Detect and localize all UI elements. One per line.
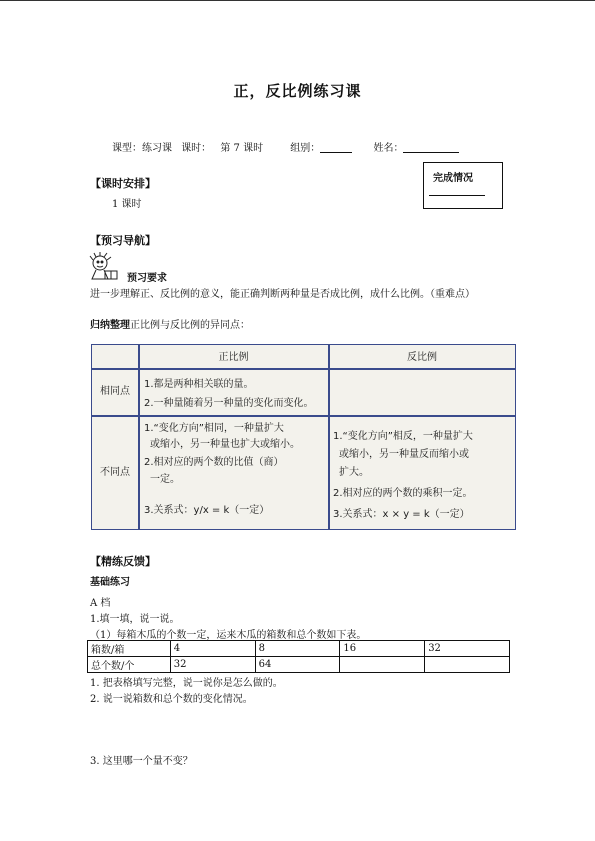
direct-diff-4: 一定。 — [150, 474, 180, 485]
sub-question-3: 3. 这里哪一个量不变？ — [90, 756, 193, 767]
lesson-time-label: 课时： — [181, 143, 212, 154]
schedule-heading: 【课时安排】 — [90, 177, 156, 190]
preview-requirement-label: 预习要求 — [127, 273, 167, 284]
table-cell: 总个数/个 — [88, 657, 171, 673]
direct-diff-2: 或缩小，另一种量也扩大或缩小。 — [150, 439, 300, 450]
schedule-content: 1 课时 — [112, 199, 142, 210]
header-direct: 正比例 — [218, 352, 249, 363]
table-cell: 32 — [425, 641, 510, 657]
group-blank[interactable] — [320, 142, 352, 153]
table-cell-blank[interactable] — [340, 657, 425, 673]
preview-heading: 【预习导航】 — [90, 234, 156, 247]
summary-text: 正比例与反比例的异同点： — [130, 320, 250, 331]
same-point-1: 1.都是两种相关联的量。 — [144, 379, 254, 390]
preview-requirement-text: 进一步理解正、反比例的意义，能正确判断两种量是否成比例，成什么比例。（重难点） — [90, 289, 475, 300]
sub-question-1: 1. 把表格填写完整，说一说你是怎么做的。 — [90, 678, 283, 689]
inverse-diff-4: 2.相对应的两个数的乘积一定。 — [333, 488, 473, 499]
question-1: 1.填一填，说一说。 — [90, 614, 180, 625]
inverse-diff-1: 1.“变化方向”相反，一种量扩大 — [333, 431, 473, 442]
table-cell-blank[interactable] — [425, 657, 510, 673]
completion-blank[interactable] — [429, 195, 485, 196]
sub-question-2: 2. 说一说箱数和总个数的变化情况。 — [90, 694, 253, 705]
group-label: 组别： — [290, 143, 321, 154]
table-cell: 32 — [170, 657, 255, 673]
table-row — [88, 657, 510, 673]
table-cell: 8 — [255, 641, 340, 657]
summary-line — [90, 316, 250, 331]
basic-practice-label: 基础练习 — [90, 577, 130, 588]
inverse-diff-3: 扩大。 — [339, 467, 369, 478]
papaya-table — [87, 640, 510, 673]
level-label: A 档 — [90, 598, 111, 609]
table-row — [88, 641, 510, 657]
table-cell: 16 — [340, 641, 425, 657]
direct-formula: 3.关系式：y/x = k（一定） — [144, 505, 270, 516]
lesson-number: 第 7 课时 — [220, 143, 264, 154]
direct-inverse-comparison-table — [91, 344, 516, 530]
course-type: 课型：练习课 — [112, 143, 172, 154]
table-cell: 箱数/箱 — [88, 641, 171, 657]
name-label: 姓名： — [373, 143, 404, 154]
completion-box — [423, 162, 503, 209]
same-point-2: 2.一种量随着另一种量的变化而变化。 — [144, 398, 314, 409]
question-1-1: （1）每箱木瓜的个数一定，运来木瓜的箱数和总个数如下表。 — [90, 630, 367, 641]
direct-diff-3: 2.相对应的两个数的比值（商） — [144, 457, 284, 468]
same-label: 相同点 — [100, 386, 130, 397]
reading-character-icon — [88, 252, 124, 282]
lesson-meta — [112, 139, 465, 154]
diff-label: 不同点 — [100, 467, 130, 478]
completion-label: 完成情况 — [433, 173, 473, 184]
summary-bold: 归纳整理 — [90, 320, 130, 331]
page-title: 正，反比例练习课 — [233, 82, 362, 100]
header-inverse: 反比例 — [407, 352, 437, 363]
direct-diff-1: 1.“变化方向”相同，一种量扩大 — [144, 423, 284, 434]
page-top-rule — [0, 0, 595, 1]
inverse-diff-2: 或缩小，另一种量反而缩小或 — [339, 449, 469, 460]
name-blank[interactable] — [403, 142, 459, 153]
table-cell: 64 — [255, 657, 340, 673]
feedback-heading: 【精练反馈】 — [90, 555, 156, 568]
inverse-formula: 3.关系式：x × y = k（一定） — [333, 509, 470, 520]
table-cell: 4 — [170, 641, 255, 657]
